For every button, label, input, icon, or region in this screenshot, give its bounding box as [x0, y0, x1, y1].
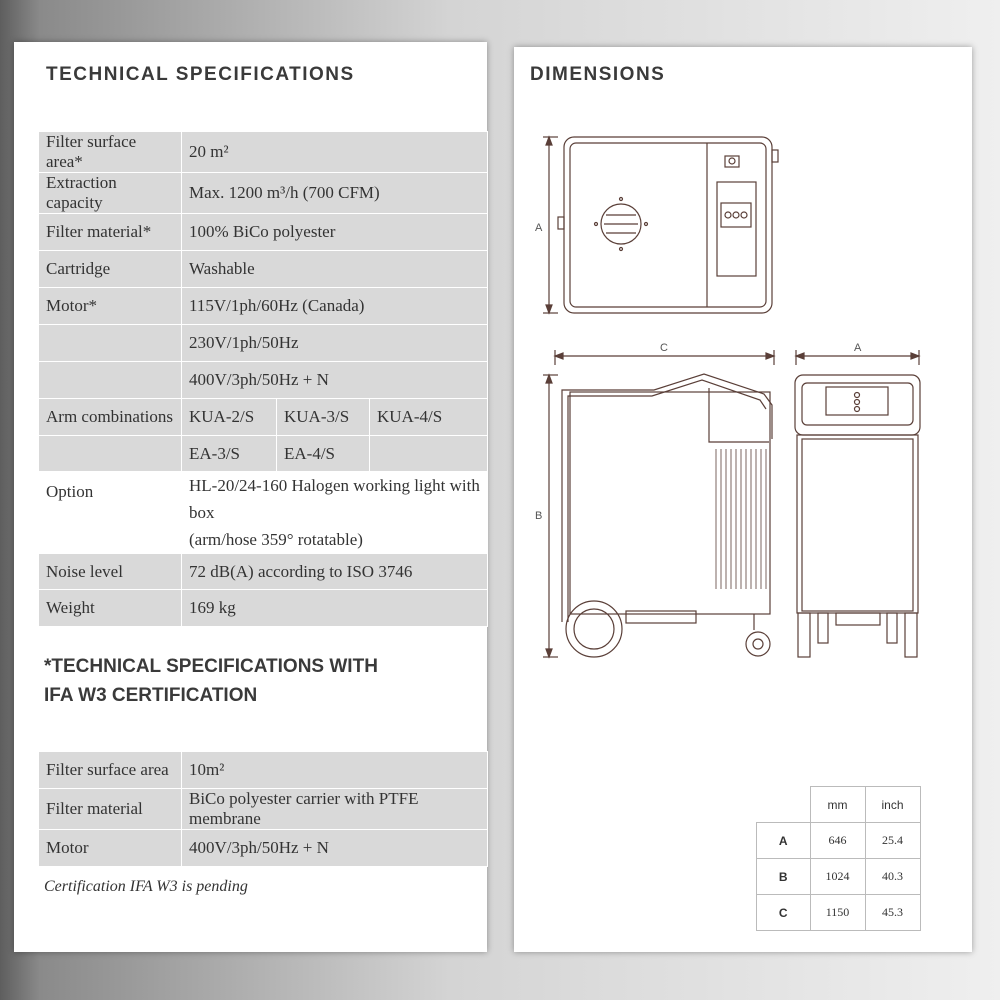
table-row [39, 830, 488, 867]
spec-label: Filter material [39, 789, 182, 830]
table-row [39, 362, 488, 399]
spec-value: 115V/1ph/60Hz (Canada) [182, 288, 488, 325]
dimension-label-b: B [535, 510, 543, 522]
spec-label: Option [39, 472, 182, 554]
ifa-title-line1: *TECHNICAL SPECIFICATIONS WITH [44, 656, 378, 677]
table-row [757, 895, 921, 931]
spec-label: Filter surface area [39, 752, 182, 789]
top-view-drawing [543, 137, 778, 313]
table-row [39, 288, 488, 325]
dimension-label-a: A [535, 222, 543, 234]
column-header: inch [865, 787, 920, 823]
spec-value: HL-20/24-160 Halogen working light with box [189, 476, 480, 522]
cell-inch: 25.4 [865, 823, 920, 859]
table-row [39, 752, 488, 789]
dimensions-panel [514, 47, 972, 952]
table-row [39, 789, 488, 830]
table-header-row [757, 787, 921, 823]
table-row [39, 251, 488, 288]
table-row [39, 173, 488, 214]
spec-value: KUA-4/S [370, 399, 488, 436]
spec-value: KUA-2/S [182, 399, 277, 436]
spec-value: 72 dB(A) according to ISO 3746 [182, 554, 488, 590]
spec-label: Arm combinations [39, 399, 182, 436]
table-row [39, 554, 488, 590]
spec-label: Filter material* [39, 214, 182, 251]
side-view-drawing [795, 350, 920, 657]
technical-drawing [514, 47, 972, 687]
table-row [39, 214, 488, 251]
ifa-title [44, 652, 378, 710]
row-label: C [757, 895, 811, 931]
spec-value: EA-4/S [277, 436, 370, 472]
spec-value: 400V/3ph/50Hz + N [182, 830, 488, 867]
row-label: A [757, 823, 811, 859]
spec-value: 230V/1ph/50Hz [182, 325, 488, 362]
table-row [39, 325, 488, 362]
spec-value: Max. 1200 m³/h (700 CFM) [182, 173, 488, 214]
spec-value: 100% BiCo polyester [182, 214, 488, 251]
spec-value: BiCo polyester carrier with PTFE membrane [182, 789, 488, 830]
dimensions-table [756, 786, 921, 931]
cell-inch: 40.3 [865, 859, 920, 895]
spec-value: 10m² [182, 752, 488, 789]
tech-specs-title: TECHNICAL SPECIFICATIONS [46, 64, 355, 85]
certification-note: Certification IFA W3 is pending [44, 878, 248, 895]
dimension-label-a-side: A [854, 342, 862, 354]
spec-label [39, 436, 182, 472]
front-view-drawing [543, 350, 774, 657]
spec-value [370, 436, 488, 472]
spec-value: 169 kg [182, 590, 488, 627]
spec-value-continued: (arm/hose 359° rotatable) [189, 530, 363, 549]
table-row [757, 859, 921, 895]
table-row [39, 399, 488, 436]
spec-label: Motor* [39, 288, 182, 325]
spec-value: KUA-3/S [277, 399, 370, 436]
spec-label [39, 362, 182, 399]
ifa-specs-table [38, 751, 488, 867]
row-label: B [757, 859, 811, 895]
spec-label: Extraction capacity [39, 173, 182, 214]
table-row [39, 436, 488, 472]
spec-value: 400V/3ph/50Hz + N [182, 362, 488, 399]
spec-label: Filter surface area* [39, 132, 182, 173]
table-row [39, 132, 488, 173]
spec-label: Weight [39, 590, 182, 627]
technical-specifications-panel [14, 42, 487, 952]
spec-label: Cartridge [39, 251, 182, 288]
ifa-title-line2: IFA W3 CERTIFICATION [44, 685, 258, 706]
table-row [39, 472, 488, 554]
spec-value: EA-3/S [182, 436, 277, 472]
cell-mm: 646 [810, 823, 865, 859]
dimension-label-c: C [660, 342, 668, 354]
spec-value: Washable [182, 251, 488, 288]
tech-specs-table [38, 131, 488, 627]
column-header: mm [810, 787, 865, 823]
spec-label: Noise level [39, 554, 182, 590]
spec-value: 20 m² [182, 132, 488, 173]
table-row [757, 823, 921, 859]
dimensions-title: DIMENSIONS [530, 64, 666, 85]
spec-label [39, 325, 182, 362]
cell-inch: 45.3 [865, 895, 920, 931]
cell-mm: 1150 [810, 895, 865, 931]
table-row [39, 590, 488, 627]
cell-mm: 1024 [810, 859, 865, 895]
spec-label: Motor [39, 830, 182, 867]
